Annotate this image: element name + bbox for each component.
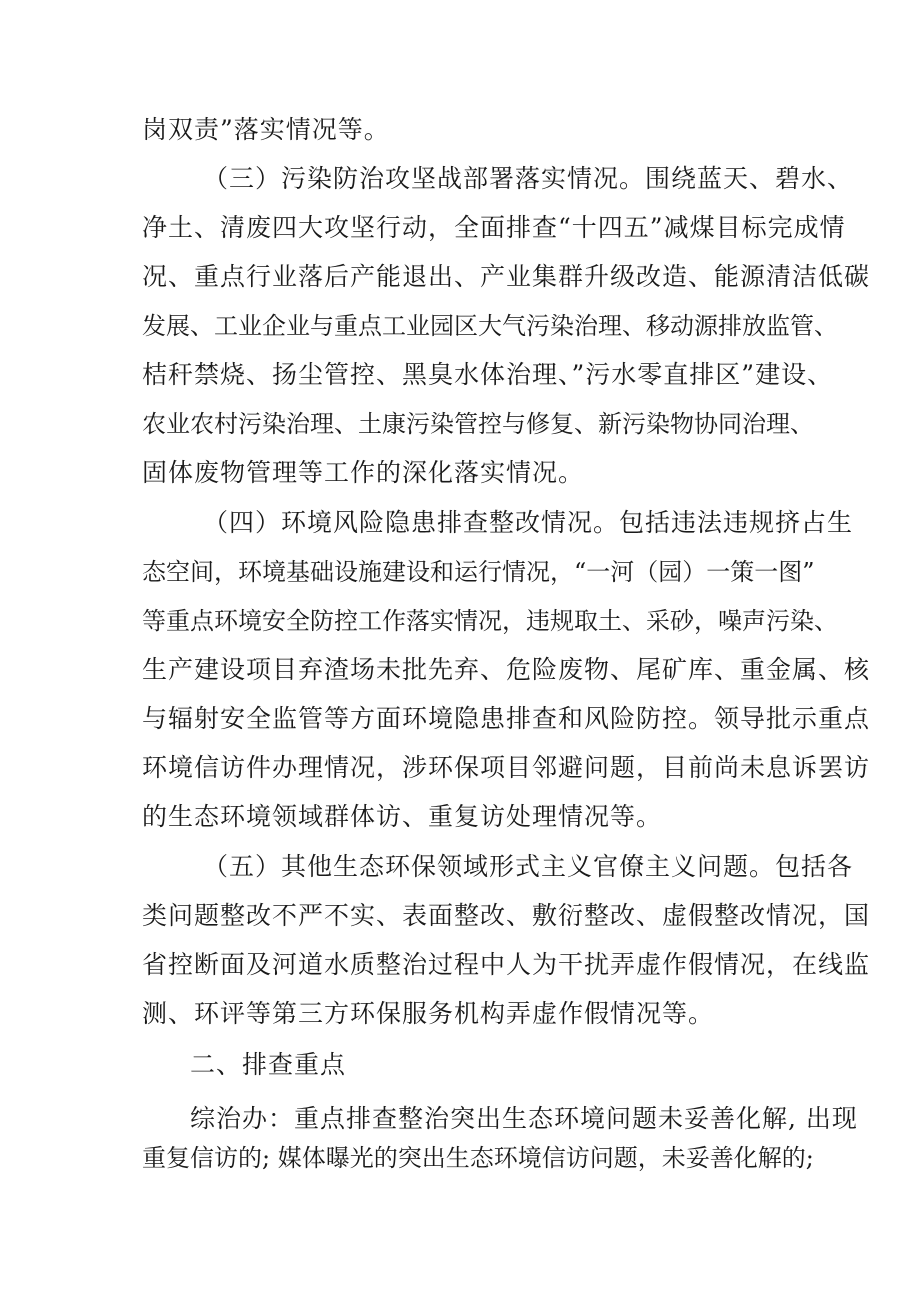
paragraph-line: 类问题整改不严不实、表面整改、敷衍整改、虚假整改情况，国 <box>142 901 871 930</box>
paragraph-line: 况、重点行业落后产能退出、产业集群升级改造、能源清洁低碳 <box>142 262 871 291</box>
paragraph-line: 岗双责”落实情况等。 <box>142 115 390 144</box>
paragraph-line: 的生态环境领域群体访、重复访处理情况等。 <box>142 802 663 831</box>
paragraph-line: 等重点环境安全防控工作落实情况，违规取土、采砂，噪声污染、 <box>142 607 838 635</box>
paragraph-line: 态空间，环境基础设施建设和运行情况，“一河（园）一策一图” <box>142 558 815 586</box>
paragraph-line: （四）环境风险隐患排查整改情况。包括违法违规挤占生 <box>203 508 854 537</box>
paragraph-line: 综治办：重点排查整治突出生态环境问题未妥善化解, 出现 <box>190 1104 858 1133</box>
paragraph-line: （五）其他生态环保领域形式主义官僚主义问题。包括各 <box>203 852 854 881</box>
paragraph-line: 生产建设项目弃渣场未批先弃、危险废物、尾矿库、重金属、核 <box>142 655 871 684</box>
paragraph-line: （三）污染防治攻坚战部署落实情况。围绕蓝天、碧水、 <box>203 164 854 193</box>
paragraph-line: 与辐射安全监管等方面环境隐患排查和风险防控。领导批示重点 <box>142 704 871 733</box>
paragraph-line: 农业农村污染治理、土康污染管控与修复、新污染物协同治理、 <box>142 410 814 438</box>
paragraph-line: 省控断面及河道水质整治过程中人为干扰弄虚作假情况，在线监 <box>142 950 871 979</box>
paragraph-line: 桔秆禁烧、扬尘管控、黑臭水体治理、”污水零直排区”建设、 <box>142 360 834 389</box>
paragraph-line: 测、环评等第三方环保服务机构弄虚作假情况等。 <box>142 999 715 1028</box>
paragraph-line: 固体废物管理等工作的深化落实情况。 <box>142 458 585 487</box>
paragraph-line: 环境信访件办理情况，涉环保项目邻避问题，目前尚未息诉罢访 <box>142 753 871 782</box>
section-heading: 二、排查重点 <box>190 1050 347 1079</box>
paragraph-line: 净土、清废四大攻坚行动，全面排查“十四五”减煤目标完成情 <box>142 213 846 242</box>
paragraph-line: 发展、工业企业与重点工业园区大气污染治理、移动源排放监管、 <box>142 312 838 340</box>
paragraph-line: 重复信访的; 媒体曝光的突出生态环境信访问题，未妥善化解的; <box>142 1144 814 1172</box>
